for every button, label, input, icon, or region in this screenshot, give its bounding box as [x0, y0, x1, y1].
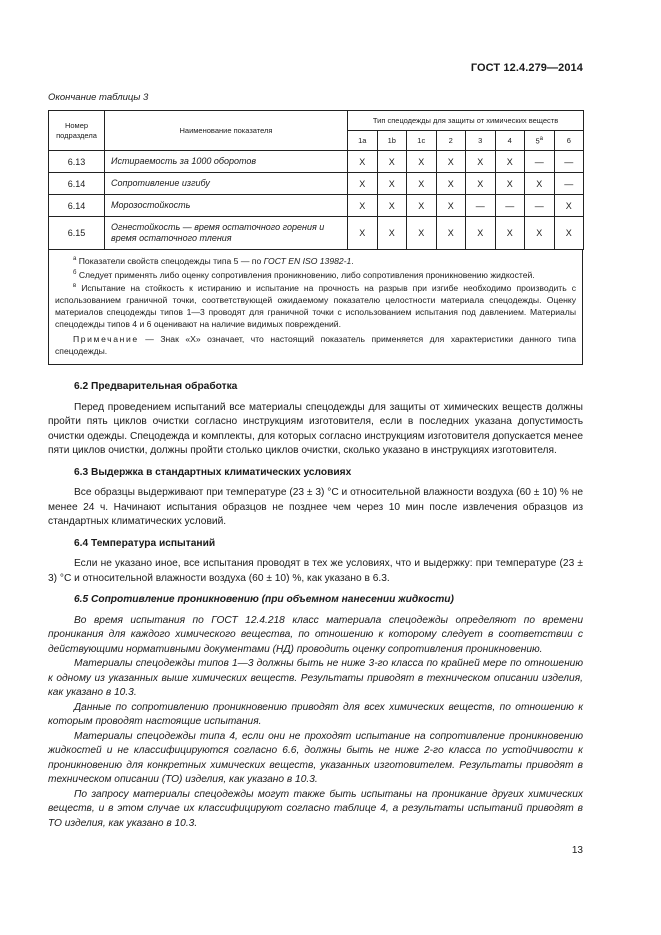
document-code: ГОСТ 12.4.279—2014 [470, 62, 583, 74]
section-heading: 6.5 Сопротивление проникновению (при объемном нанесении жидкости) [74, 594, 454, 605]
header-name: Наименование показателя [105, 111, 348, 151]
standard-reference: ГОСТ EN ISO 13982-1 [263, 255, 352, 266]
section-6-3 [48, 466, 583, 530]
table-row [49, 173, 584, 195]
row-name: Истираемость за 1000 оборотов [105, 151, 348, 173]
header-type-label: 5 [535, 136, 540, 146]
paragraph: Во время испытания по ГОСТ 12.4.218 класс материала спецодежды определяют по времени проникания для каждого химического вещества, по отношению к которому следует в соответствии с действующими нормативными документами (НД) проводить оценку сопротивления проникновению. [48, 614, 583, 655]
table-row [49, 217, 584, 250]
cell-value: X [466, 173, 496, 195]
header-type: 4 [495, 131, 525, 151]
cell-value: X [377, 173, 407, 195]
cell-value: X [348, 173, 378, 195]
main-text [48, 380, 583, 838]
cell-value: X [407, 217, 437, 250]
section-6-5 [48, 593, 583, 831]
row-number: 6.13 [49, 151, 105, 173]
cell-value: — [525, 151, 555, 173]
section-heading: 6.3 Выдержка в стандартных климатических условиях [74, 466, 352, 478]
cell-value: X [554, 195, 584, 217]
row-name: Морозостойкость [105, 195, 348, 217]
paragraph: Все образцы выдерживают при температуре (23 ± 3) °С и относительной влажности воздуха (60 ± 10) % не менее 24 ч. Начинают испытания образцов не позднее чем через 10 мин после извлечения образцов из стандартных климатических условий. [48, 487, 583, 527]
table-note [55, 334, 576, 358]
page-number: 13 [571, 845, 583, 856]
cell-value: X [495, 151, 525, 173]
paragraph: Материалы спецодежды типа 4, если они не проходят испытание на сопротивление проникновению жидкостей и не классифицируются согласно 6.6, должны быть не ниже 2-го класса по устойчивости к проникновению для конкретных химических веществ, указанных изготовителем. Результаты приводят в техническом описании (ТО) изделия, как указано в 10.3. [48, 730, 583, 785]
header-type: 6 [554, 131, 584, 151]
paragraph: По запросу материалы спецодежды могут также быть испытаны на проникание других химических веществ, и в этом случае их классифицируют согласно таблице 4, а результаты испытаний приводят в ТО изделия, как указано в 10.3. [48, 788, 583, 829]
cell-value: X [348, 217, 378, 250]
cell-value: X [407, 173, 437, 195]
row-number: 6.14 [49, 173, 105, 195]
footnote-text: Следует применять либо оценку сопротивления проникновению, либо сопротивления проникновению жидкостей. [78, 269, 535, 280]
note-text: — Знак «X» означает, что настоящий показатель применяется для характеристики данного типа спецодежды. [55, 334, 576, 357]
footnote-mark: б [73, 269, 77, 276]
section-heading: 6.4 Температура испытаний [74, 537, 216, 549]
footnote-text: Испытание на стойкость к истиранию и испытание на прочность на разрыв при изгибе необходимо производить с использованием граничной точки, соответствующей ожидаемому показателю целостности материала спецодежды. Оценку материалов спецодежды типов 1—3 проводят для граничной точки с использованием испытания под давлением. Материалы спецодежды типов 4 и 6 оценивают на наличие видимых повреждений. [55, 283, 576, 329]
cell-value: X [436, 195, 466, 217]
footnote-b [55, 268, 576, 282]
cell-value: X [525, 173, 555, 195]
header-type: 2 [436, 131, 466, 151]
header-type: 1b [377, 131, 407, 151]
cell-value: X [348, 151, 378, 173]
footnote-mark: а [73, 256, 77, 262]
cell-value: X [554, 217, 584, 250]
table-caption: Окончание таблицы 3 [48, 92, 149, 103]
cell-value: — [554, 151, 584, 173]
cell-value: X [377, 151, 407, 173]
footnote-mark: а [539, 136, 543, 143]
cell-value: X [348, 195, 378, 217]
section-6-4 [48, 537, 583, 587]
footnote-mark: в [73, 283, 77, 290]
cell-value: — [466, 195, 496, 217]
cell-value: X [407, 151, 437, 173]
paragraph: Данные по сопротивлению проникновению приводят для всех химических веществ, по отношению к которым проводят настоящие испытания. [48, 701, 583, 727]
cell-value: X [495, 217, 525, 250]
cell-value: X [377, 195, 407, 217]
cell-value: — [554, 173, 584, 195]
header-type [525, 131, 555, 151]
row-number: 6.15 [49, 217, 105, 250]
header-type-group: Тип спецодежды для защиты от химических веществ [348, 111, 584, 131]
cell-value: X [377, 217, 407, 250]
cell-value: X [466, 217, 496, 250]
paragraph: Перед проведением испытаний все материалы спецодежды для защиты от химических веществ должны пройти пять циклов очистки согласно инструкциям изготовителя, если в последних указана допустимость очистки одежды. Спецодежда и комплекты, для которых согласно инструкциям изготовителя допускается менее пяти циклов очистки, должны пройти столько циклов очистки, сколько указано в инструкциях изготовителя. [48, 401, 583, 456]
cell-value: — [495, 195, 525, 217]
header-type: 1c [407, 131, 437, 151]
cell-value: — [525, 195, 555, 217]
table-row [49, 195, 584, 217]
header-type: 1a [348, 131, 378, 151]
row-name: Сопротивление изгибу [105, 173, 348, 195]
table-row [49, 151, 584, 173]
footnote-a [55, 254, 576, 268]
footnote-c [55, 281, 576, 330]
section-6-2 [48, 380, 583, 459]
cell-value: X [495, 173, 525, 195]
row-name: Огнестойкость — время остаточного горения и время остаточного тления [105, 217, 348, 250]
cell-value: X [466, 151, 496, 173]
note-label: Примечание [73, 334, 139, 345]
indicators-table [48, 110, 584, 250]
section-heading: 6.2 Предварительная обработка [74, 381, 238, 392]
footnote-text: Показатели свойств спецодежды типа 5 — по [78, 255, 264, 266]
table-footnotes [48, 250, 583, 365]
header-number: Номер подраздела [49, 111, 105, 151]
header-type: 3 [466, 131, 496, 151]
cell-value: X [407, 195, 437, 217]
cell-value: X [436, 173, 466, 195]
paragraph: Материалы спецодежды типов 1—3 должны быть не ниже 3-го класса по крайней мере по отношению к одному из указанных выше химических веществ. Результаты приводят в техническом описании изделия, как указано в 10.3. [48, 658, 583, 698]
row-number: 6.14 [49, 195, 105, 217]
cell-value: X [525, 217, 555, 250]
footnote-text: . [351, 255, 354, 266]
cell-value: X [436, 217, 466, 250]
table-3-continued [48, 110, 583, 365]
paragraph: Если не указано иное, все испытания проводят в тех же условиях, что и выдержку: при температуре (23 ± 3) °С и относительной влажности воздуха (60 ± 10) %, как указано в 6.3. [48, 558, 583, 584]
cell-value: X [436, 151, 466, 173]
